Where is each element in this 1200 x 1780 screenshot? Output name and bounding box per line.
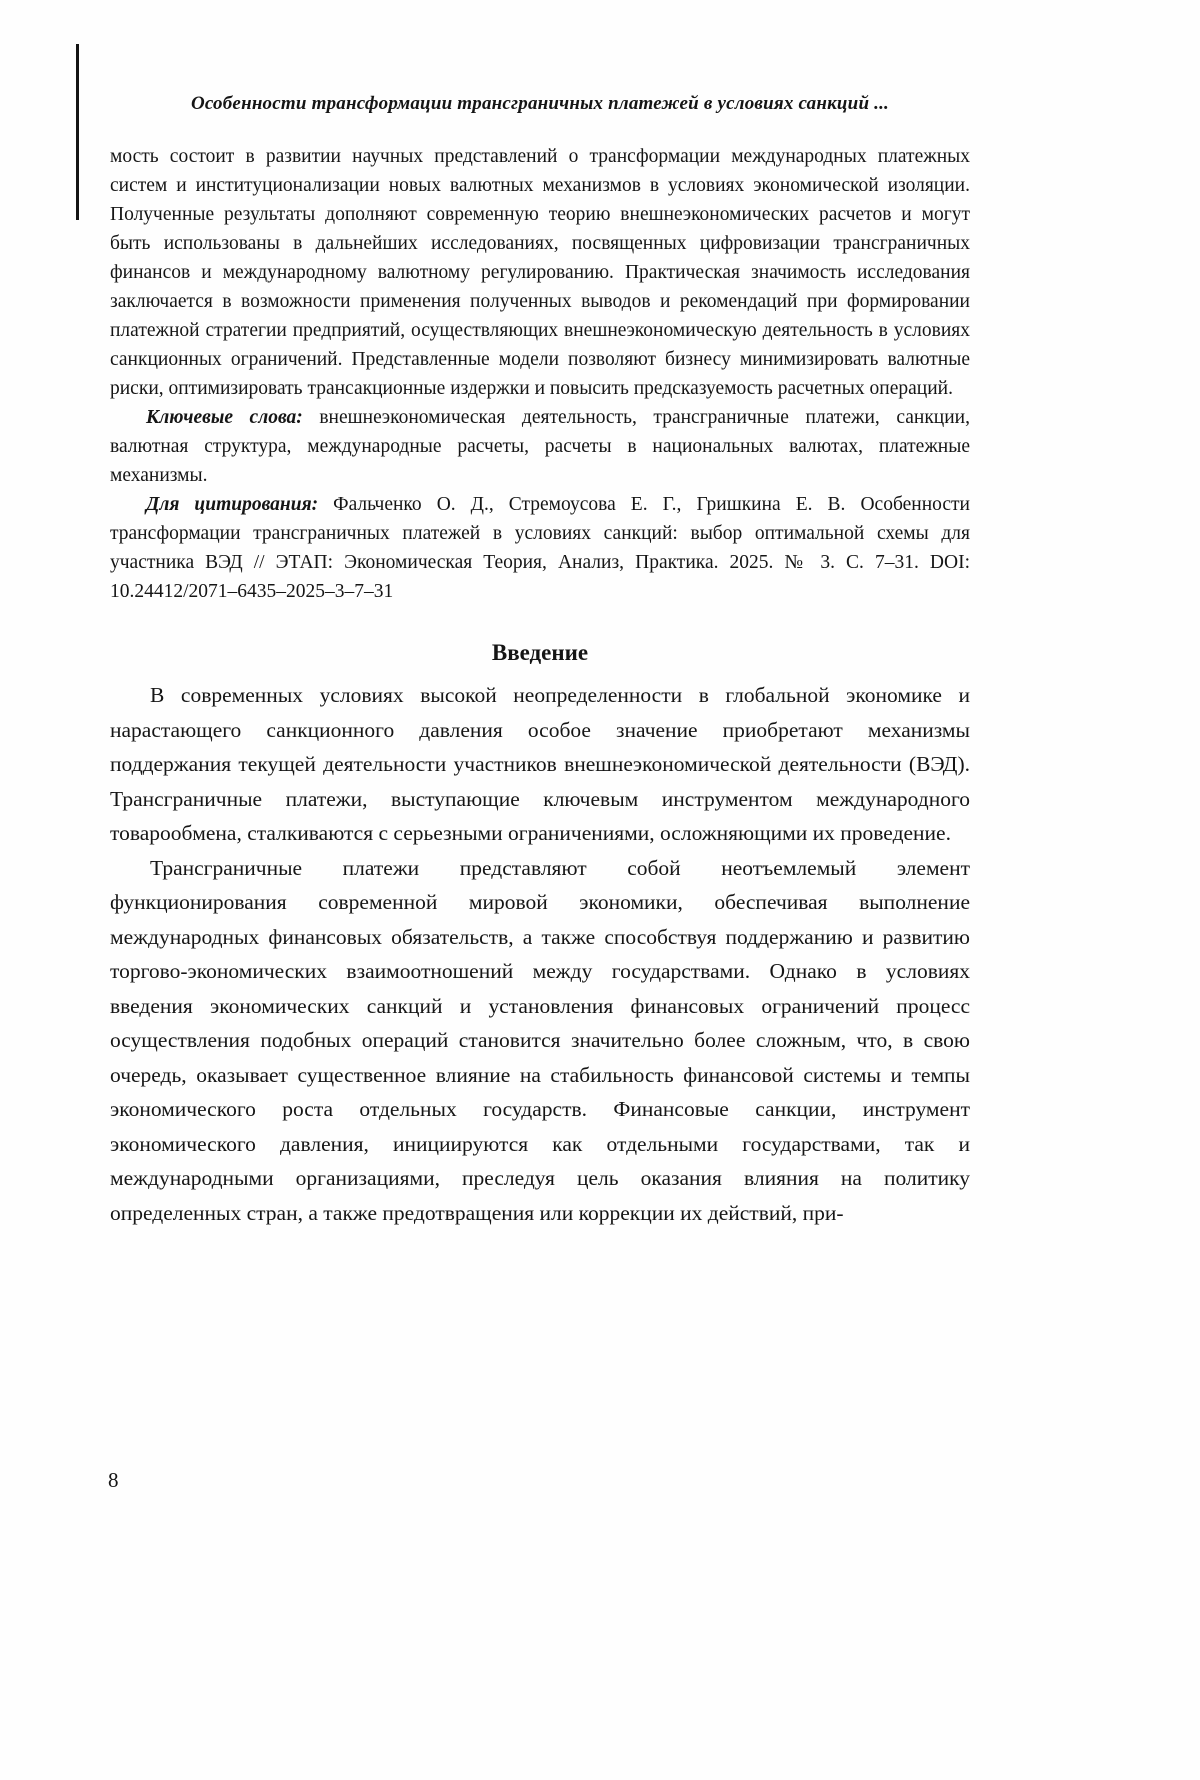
- keywords-text: внешнеэкономическая деятельность, трансграничные платежи, санкции, валютная структура, международные расчеты, расчеты в национальных валютах, платежные механизмы.: [110, 407, 970, 486]
- keywords-paragraph: [110, 403, 970, 490]
- citation-text: Фальченко О. Д., Стремоусова Е. Г., Гришкина Е. В. Особенности трансформации трансграничных платежей в условиях санкций: выбор оптимальной схемы для участника ВЭД // ЭТАП: Экономическая Теория, Анализ, Практика. 2025. № 3. С. 7–31. DOI: 10.24412/2071–6435–2025–3–7–31: [110, 494, 970, 602]
- running-head: Особенности трансформации трансграничных платежей в условиях санкций ...: [190, 93, 890, 114]
- abstract-continuation-paragraph: мость состоит в развитии научных представлений о трансформации международных платежных систем и институционализации новых валютных механизмов в условиях экономической изоляции. Полученные результаты дополняют современную теорию внешнеэкономических расчетов и могут быть использованы в дальнейших исследованиях, посвященных цифровизации трансграничных финансов и международному валютному регулированию. Практическая значимость исследования заключается в возможности применения полученных выводов и рекомендаций при формировании платежной стратегии предприятий, осуществляющих внешнеэкономическую деятельность в условиях санкционных ограничений. Представленные модели позволяют бизнесу минимизировать валютные риски, оптимизировать трансакционные издержки и повысить предсказуемость расчетных операций.: [110, 146, 970, 399]
- margin-rule: [76, 44, 79, 220]
- section-heading-introduction: Введение: [491, 640, 589, 665]
- introduction-body: [110, 678, 970, 1230]
- page-content: [110, 92, 970, 1230]
- citation-paragraph: [110, 490, 970, 606]
- citation-label: Для цитирования:: [146, 494, 319, 515]
- keywords-label: Ключевые слова:: [146, 407, 303, 428]
- paragraph-2: Трансграничные платежи представляют собой неотъемлемый элемент функционирования современной мировой экономики, обеспечивая выполнение международных финансовых обязательств, а также способствуя поддержанию и развитию торгово-экономических взаимоотношений между государствами. Однако в условиях введения экономических санкций и установления финансовых ограничений процесс осуществления подобных операций становится значительно более сложным, что, в свою очередь, оказывает существенное влияние на стабильность финансовой системы и темпы экономического роста отдельных государств. Финансовые санкции, инструмент экономического давления, инициируются как отдельными государствами, так и международными организациями, преследуя цель оказания влияния на политику определенных стран, а также предотвращения или коррекции их действий, при-: [110, 855, 970, 1225]
- page-number: 8: [108, 1468, 119, 1492]
- paragraph-1: В современных условиях высокой неопределенности в глобальной экономике и нарастающего санкционного давления особое значение приобретают механизмы поддержания текущей деятельности участников внешнеэкономической деятельности (ВЭД). Трансграничные платежи, выступающие ключевым инструментом международного товарообмена, сталкиваются с серьезными ограничениями, осложняющими их проведение.: [110, 683, 970, 845]
- abstract-block: [110, 142, 970, 606]
